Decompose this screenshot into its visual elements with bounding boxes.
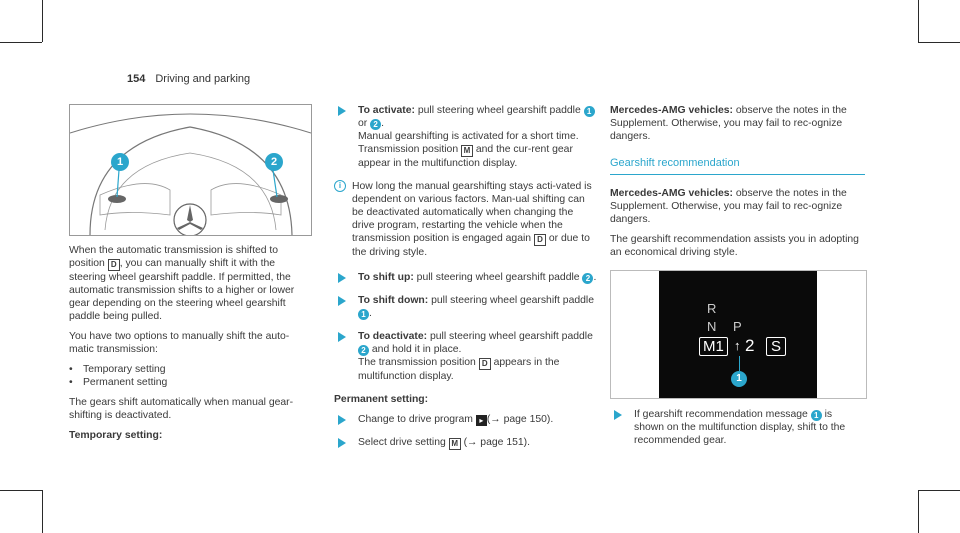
callout-2: 2 bbox=[358, 345, 369, 356]
crop-mark bbox=[918, 0, 919, 42]
key-m: M bbox=[449, 438, 461, 450]
list-item bbox=[69, 376, 314, 389]
list-item bbox=[69, 363, 314, 376]
callout-1: 1 bbox=[584, 106, 595, 117]
auto-paragraph: The gears shift automatically when manual gear-shifting is deactivated. bbox=[69, 397, 294, 421]
key-d: D bbox=[108, 259, 120, 271]
step-arrow-icon bbox=[614, 410, 622, 420]
text: pull steering wheel gearshift paddle bbox=[414, 105, 584, 116]
steering-wheel-figure bbox=[69, 104, 312, 236]
temporary-heading: Temporary setting: bbox=[69, 430, 163, 441]
callout-2: 2 bbox=[265, 153, 283, 171]
callout-2: 2 bbox=[582, 273, 593, 284]
deactivate-step bbox=[334, 330, 598, 383]
permanent-heading: Permanent setting: bbox=[334, 394, 429, 405]
permanent-step-2 bbox=[334, 436, 598, 450]
page-link[interactable]: (→ page 150). bbox=[486, 414, 554, 425]
callout-2: 2 bbox=[370, 119, 381, 130]
bullet: • bbox=[69, 364, 73, 375]
text: and hold it in place. bbox=[369, 344, 462, 355]
text: Manual gearshifting is activated for a short time. Transmission position bbox=[358, 131, 579, 155]
column-2 bbox=[334, 104, 598, 460]
gear-n: N bbox=[707, 319, 717, 334]
upshift-arrow-icon: ↑ bbox=[734, 338, 741, 353]
key-m: M bbox=[461, 145, 473, 157]
text: To shift down: bbox=[358, 295, 429, 306]
info-icon: i bbox=[334, 180, 346, 192]
column-1 bbox=[69, 244, 314, 449]
crop-mark bbox=[0, 490, 42, 491]
text: is shown on the multifunction display, shift to the recommended gear. bbox=[634, 409, 846, 446]
callout-1: 1 bbox=[811, 410, 822, 421]
step-arrow-icon bbox=[338, 106, 346, 116]
text: appears in the multifunction display. bbox=[358, 357, 560, 382]
current-gear: 2 bbox=[745, 336, 755, 355]
bullet: • bbox=[69, 377, 73, 388]
text: pull steering wheel gearshift paddle bbox=[413, 272, 583, 283]
shift-down-step bbox=[334, 294, 598, 320]
gear-s: S bbox=[766, 337, 786, 356]
text: Permanent setting bbox=[83, 377, 168, 388]
drive-program-icon: ▸ bbox=[476, 415, 487, 426]
page-header bbox=[127, 73, 250, 85]
column-3 bbox=[610, 104, 865, 266]
text: Mercedes-AMG vehicles: bbox=[610, 105, 734, 116]
section-title: Driving and parking bbox=[155, 73, 251, 85]
callout-line bbox=[739, 356, 740, 371]
text: . bbox=[593, 272, 597, 283]
step-arrow-icon bbox=[338, 296, 346, 306]
callout-1: 1 bbox=[358, 309, 369, 320]
key-d: D bbox=[479, 358, 491, 370]
crop-mark bbox=[918, 42, 960, 43]
text: To deactivate: bbox=[358, 331, 428, 342]
text: , you can manually shift it with the steering wheel gearshift paddle. If permitted, the automatic transmission shifts to a higher or lower gear depending on the steering wheel gearshift paddle being pulled. bbox=[69, 258, 295, 322]
text: How long the manual gearshifting stays acti-vated is dependent on various factors. Man-ual shifting can be deactivated automatically when changing the drive program, restarting the vehicle when the transmission position is engaged again bbox=[352, 181, 592, 244]
display-screen bbox=[659, 271, 817, 398]
crop-mark bbox=[918, 490, 919, 533]
activate-step bbox=[334, 104, 598, 170]
permanent-step-1 bbox=[334, 413, 598, 426]
text: To shift up: bbox=[358, 272, 414, 283]
recommendation-step bbox=[610, 408, 865, 447]
step-arrow-icon bbox=[338, 332, 346, 342]
column-3-step bbox=[610, 408, 865, 457]
step-arrow-icon bbox=[338, 438, 346, 448]
section-heading: Gearshift recommendation bbox=[610, 157, 865, 175]
callout-1: 1 bbox=[731, 371, 747, 387]
crop-mark bbox=[42, 0, 43, 42]
text: Change to drive program bbox=[358, 414, 476, 425]
page-link[interactable]: (→ page 151). bbox=[460, 437, 530, 448]
text: . bbox=[369, 308, 372, 319]
step-arrow-icon bbox=[338, 415, 346, 425]
options-paragraph: You have two options to manually shift the auto-matic transmission: bbox=[69, 331, 290, 355]
amg-notice-2 bbox=[610, 187, 865, 226]
callout-1: 1 bbox=[111, 153, 129, 171]
text: Temporary setting bbox=[83, 364, 166, 375]
step-arrow-icon bbox=[338, 273, 346, 283]
gear-r: R bbox=[707, 301, 717, 316]
multifunction-display-figure bbox=[610, 270, 867, 399]
text: pull steering wheel gearshift paddle bbox=[427, 331, 593, 342]
key-d: D bbox=[534, 234, 546, 246]
gear-p: P bbox=[733, 319, 742, 334]
text: . bbox=[381, 118, 385, 129]
amg-notice-1 bbox=[610, 104, 865, 143]
text: If gearshift recommendation message bbox=[634, 409, 811, 420]
text: or due to the driving style. bbox=[352, 233, 590, 258]
text: The transmission position bbox=[358, 357, 479, 368]
info-note bbox=[334, 180, 598, 259]
gear-m1: M1 bbox=[699, 337, 728, 356]
text: observe the notes in the Supplement. Otherwise, you may fail to rec-ognize dangers. bbox=[610, 188, 847, 225]
page-number: 154 bbox=[127, 73, 146, 85]
text: or bbox=[358, 118, 371, 129]
recommendation-paragraph: The gearshift recommendation assists you in adopting an economical driving style. bbox=[610, 234, 859, 258]
crop-mark bbox=[0, 42, 42, 43]
text: observe the notes in the Supplement. Otherwise, you may fail to rec-ognize dangers. bbox=[610, 105, 847, 142]
text: When the automatic transmission is shifted to position bbox=[69, 245, 279, 269]
crop-mark bbox=[918, 490, 960, 491]
text: pull steering wheel gearshift paddle bbox=[428, 295, 594, 306]
crop-mark bbox=[42, 490, 43, 533]
intro-paragraph bbox=[69, 244, 314, 323]
text: Mercedes-AMG vehicles: bbox=[610, 188, 734, 199]
text: and the cur-rent gear appear in the multifunction display. bbox=[358, 144, 573, 169]
shift-up-step bbox=[334, 271, 598, 284]
text: To activate: bbox=[358, 105, 415, 116]
text: Select drive setting bbox=[358, 437, 449, 448]
